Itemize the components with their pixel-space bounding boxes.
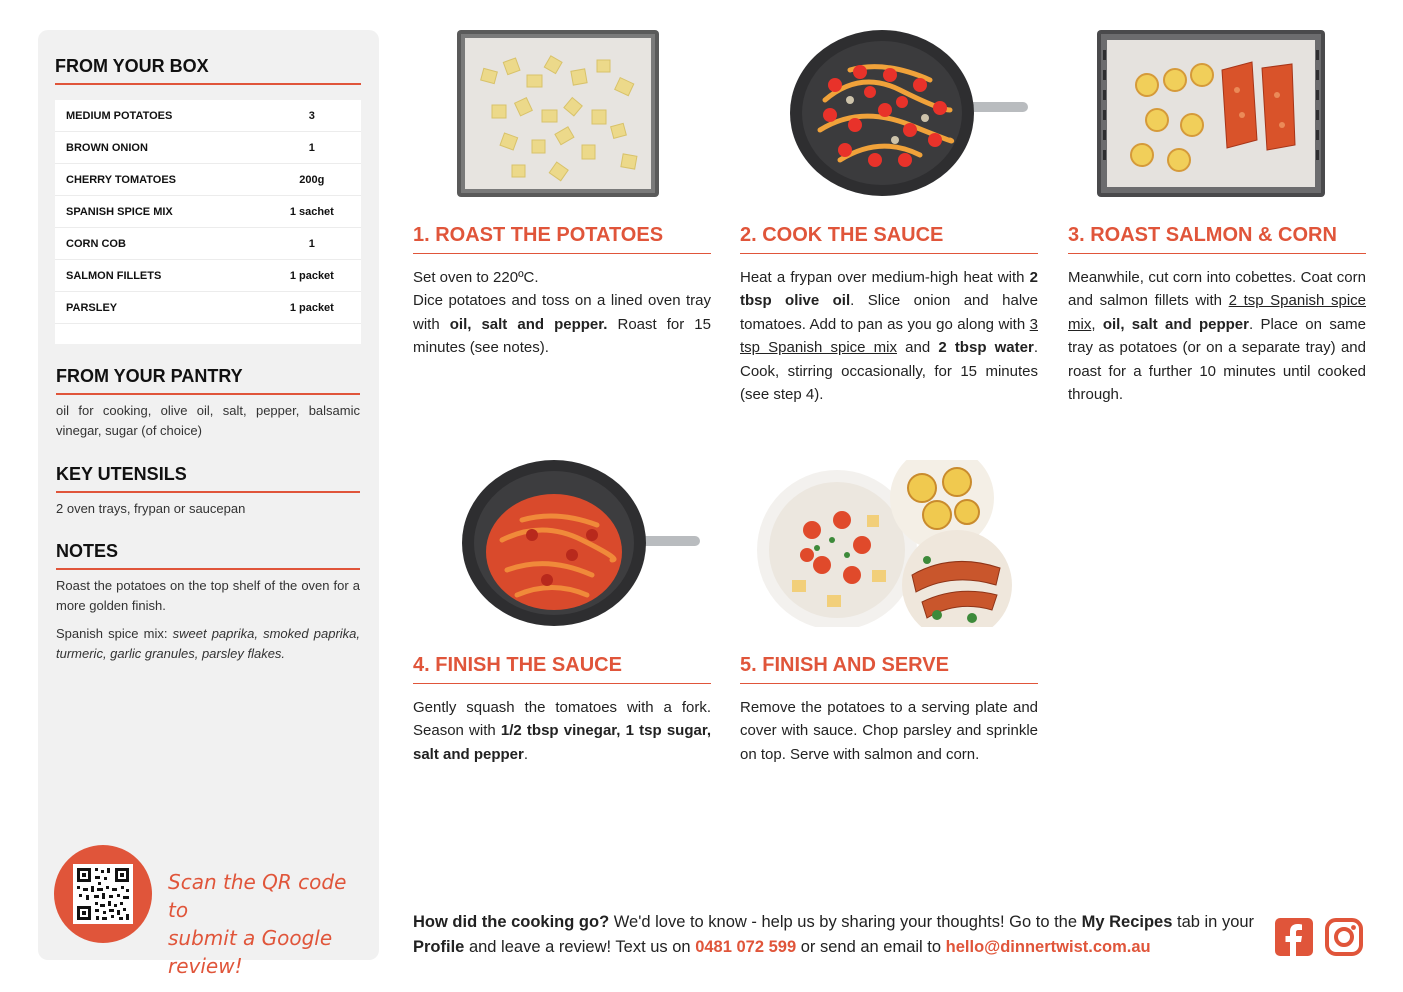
- footer-text: We'd love to know - help us by sharing your thoughts! Go to the: [609, 913, 1082, 931]
- body-text: Remove the potatoes to a serving plate and cover with sauce. Chop parsley and sprinkle on top. Serve with salmon and corn.: [740, 699, 1038, 763]
- ingredient-qty: 200g: [299, 173, 325, 186]
- underlined-text: 3 tsp Spanish spice mix: [740, 315, 1038, 357]
- ingredient-qty: 1 sachet: [289, 205, 334, 218]
- table-row: [55, 260, 361, 292]
- table-row: [55, 196, 361, 228]
- body-text: . Place on same tray as potatoes (or on a separate tray) and roast for a further 10 minutes until cooked through.: [1068, 315, 1366, 404]
- step-5-body: [740, 696, 1038, 766]
- step-1-photo: [457, 30, 659, 197]
- ingredient-qty: 1 packet: [289, 269, 334, 282]
- ingredient-name: BROWN ONION: [66, 141, 148, 154]
- utensils-text: 2 oven trays, frypan or saucepan: [56, 501, 246, 516]
- ingredient-name: CHERRY TOMATOES: [66, 173, 177, 186]
- step-4-photo: [462, 460, 702, 627]
- table-row: [55, 132, 361, 164]
- step-3-body: [1068, 266, 1366, 406]
- ingredient-name: SPANISH SPICE MIX: [66, 205, 173, 218]
- qr-caption-line: submit a Google review!: [168, 926, 333, 978]
- feedback-question: How did the cooking go?: [413, 913, 610, 931]
- ingredient-name: MEDIUM POTATOES: [66, 109, 173, 122]
- footer-text: tab in your: [1172, 913, 1255, 931]
- body-text: Dice potatoes and toss on a lined oven tray with: [413, 292, 711, 333]
- pantry-heading: FROM YOUR PANTRY: [56, 366, 360, 395]
- step-2-photo: [790, 30, 1030, 197]
- ingredients-table: [55, 100, 361, 344]
- bold-text: oil, salt and pepper.: [449, 315, 608, 333]
- step-1-title: 1. ROAST THE POTATOES: [413, 224, 711, 254]
- body-text: Roast for 15 minutes (see notes).: [413, 315, 711, 357]
- bold-text: oil, salt and pepper: [1102, 315, 1249, 333]
- note-lead: Spanish spice mix:: [56, 626, 173, 641]
- body-text: .: [523, 745, 529, 763]
- note-text: [56, 624, 360, 664]
- utensils-heading: KEY UTENSILS: [56, 464, 360, 493]
- step-2-body: [740, 266, 1038, 406]
- body-text: ,: [1091, 315, 1103, 333]
- underlined-text: 2 tsp Spanish spice mix: [1068, 292, 1366, 333]
- body-text: Set oven to 220ºC.: [413, 269, 539, 286]
- ingredient-qty: 1: [308, 237, 315, 250]
- ingredient-name: PARSLEY: [66, 301, 118, 314]
- ingredient-name: SALMON FILLETS: [66, 269, 162, 282]
- table-row: [55, 164, 361, 196]
- bold-text: 2 tbsp olive oil: [740, 269, 1038, 310]
- phone-link[interactable]: 0481 072 599: [695, 938, 797, 956]
- sidebar-panel: [38, 30, 379, 978]
- qr-code-icon[interactable]: [73, 864, 133, 924]
- footer-text: and leave a review! Text us on: [464, 938, 696, 956]
- facebook-icon[interactable]: [1275, 918, 1313, 956]
- profile-label: Profile: [413, 938, 465, 956]
- my-recipes-label: My Recipes: [1081, 913, 1173, 931]
- qr-badge: [54, 845, 152, 943]
- ingredient-qty: 3: [308, 109, 315, 122]
- instagram-icon[interactable]: [1325, 918, 1363, 956]
- table-row: [55, 292, 361, 324]
- body-text: Heat a frypan over medium-high heat with: [740, 269, 1030, 286]
- step-5-title: 5. FINISH AND SERVE: [740, 654, 1038, 684]
- pantry-text: oil for cooking, olive oil, salt, pepper, balsamic vinegar, sugar (of choice): [56, 403, 360, 438]
- step-5-photo: [752, 460, 1012, 627]
- email-link[interactable]: hello@dinnertwist.com.au: [945, 938, 1151, 956]
- table-row: [55, 228, 361, 260]
- ingredient-qty: 1 packet: [289, 301, 334, 314]
- step-1-body: [413, 266, 711, 360]
- footer-text: or send an email to: [796, 938, 946, 956]
- body-text: Gently squash the tomatoes with a fork. Season with: [413, 699, 711, 740]
- notes-heading: NOTES: [56, 541, 360, 570]
- step-4-title: 4. FINISH THE SAUCE: [413, 654, 711, 684]
- body-text: Meanwhile, cut corn into cobettes. Coat corn and salmon fillets with: [1068, 269, 1366, 310]
- step-3-photo: [1097, 30, 1325, 197]
- body-text: and: [897, 339, 939, 357]
- body-text: . Slice onion and halve tomatoes. Add to pan as you go along with: [740, 292, 1038, 333]
- step-3-title: 3. ROAST SALMON & CORN: [1068, 224, 1366, 254]
- step-4-body: [413, 696, 711, 766]
- step-2-title: 2. COOK THE SAUCE: [740, 224, 1038, 254]
- from-your-box-heading: FROM YOUR BOX: [55, 56, 361, 85]
- qr-caption: [168, 868, 368, 980]
- body-text: . Cook, stirring occasionally, for 15 minutes (see step 4).: [740, 339, 1038, 404]
- bold-text: 2 tbsp water: [938, 339, 1034, 357]
- ingredient-qty: 1: [308, 141, 315, 154]
- feedback-footer: [413, 910, 1263, 960]
- qr-caption-line: Scan the QR code to: [168, 870, 347, 922]
- bold-text: 1/2 tbsp vinegar, 1 tsp sugar, salt and pepper: [413, 722, 712, 763]
- note-text: Roast the potatoes on the top shelf of the oven for a more golden finish.: [56, 578, 360, 613]
- table-row: [55, 100, 361, 132]
- ingredient-name: CORN COB: [66, 237, 126, 250]
- note-italic: sweet paprika, smoked paprika, turmeric, garlic granules, parsley flakes.: [56, 626, 360, 661]
